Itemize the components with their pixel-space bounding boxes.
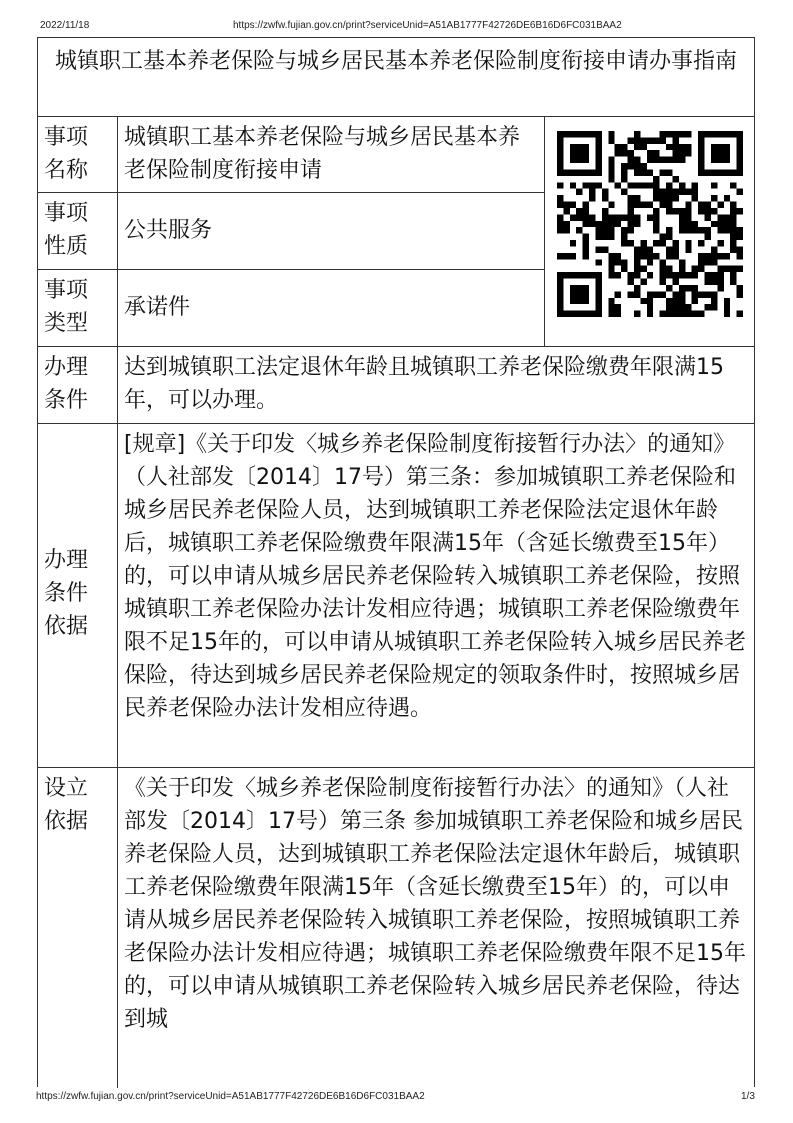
row-condition <box>38 347 754 424</box>
qr-code-cell <box>544 117 754 347</box>
print-date: 2022/11/18 <box>40 20 90 31</box>
label-establish-basis: 设立 依据 <box>38 768 118 1088</box>
value-item-nature: 公共服务 <box>124 218 213 243</box>
page-title: 城镇职工基本养老保险与城乡居民基本养老保险制度衔接申请办事指南 <box>38 38 754 117</box>
print-url-header: https://zwfw.fujian.gov.cn/print?serviceUnid=A51AB1777F42726DE6B16D6FC031BAA2 <box>233 20 622 31</box>
row-item-name <box>38 117 544 193</box>
value-item-type: 承诺件 <box>124 295 191 320</box>
label-item-type: 事项 类型 <box>38 270 118 346</box>
row-item-nature <box>38 193 544 270</box>
value-establish-basis: 《关于印发〈城乡养老保险制度衔接暂行办法〉的通知》（人社部发〔2014〕17号）第三条 参加城镇职工养老保险和城乡居民养老保险人员，达到城镇职工养老保险法定退休年龄后，城镇职工养老保险缴费年限满15年（含延长缴费至15年）的，可以申请从城乡居民养老保险转入城镇职工养老保险，按照城镇职工养老保险办法计发相应待遇；城镇职工养老保险缴费年限不足15年的，可以申请从城镇职工养老保险转入城乡居民养老保险，待达到城 <box>124 776 746 1032</box>
value-item-name: 城镇职工基本养老保险与城乡居民基本养老保险制度衔接申请 <box>124 125 521 183</box>
page-number: 1/3 <box>741 1091 755 1102</box>
label-condition: 办理 条件 <box>38 347 118 423</box>
value-condition: 达到城镇职工法定退休年龄且城镇职工养老保险缴费年限满15年，可以办理。 <box>124 355 724 413</box>
print-url-footer: https://zwfw.fujian.gov.cn/print?serviceUnid=A51AB1777F42726DE6B16D6FC031BAA2 <box>36 1091 425 1102</box>
guide-table <box>37 37 755 1087</box>
label-condition-basis: 办理 条件 依据 <box>38 424 118 767</box>
value-condition-basis: [规章]《关于印发〈城乡养老保险制度衔接暂行办法〉的通知》（人社部发〔2014〕17号）第三条：参加城镇职工养老保险和城乡居民养老保险人员，达到城镇职工养老保险法定退休年龄后，城镇职工养老保险缴费年限满15年（含延长缴费至15年）的，可以申请从城乡居民养老保险转入城镇职工养老保险，按照城镇职工养老保险办法计发相应待遇；城镇职工养老保险缴费年限不足15年的，可以申请从城镇职工养老保险转入城乡居民养老保险，待达到城乡居民养老保险规定的领取条件时，按照城乡居民养老保险办法计发相应待遇。 <box>124 432 746 721</box>
label-item-nature: 事项 性质 <box>38 193 118 269</box>
label-item-name: 事项 名称 <box>38 117 118 192</box>
qr-code <box>557 131 743 317</box>
row-condition-basis <box>38 424 754 768</box>
row-establish-basis <box>38 768 754 1088</box>
row-item-type <box>38 270 544 347</box>
